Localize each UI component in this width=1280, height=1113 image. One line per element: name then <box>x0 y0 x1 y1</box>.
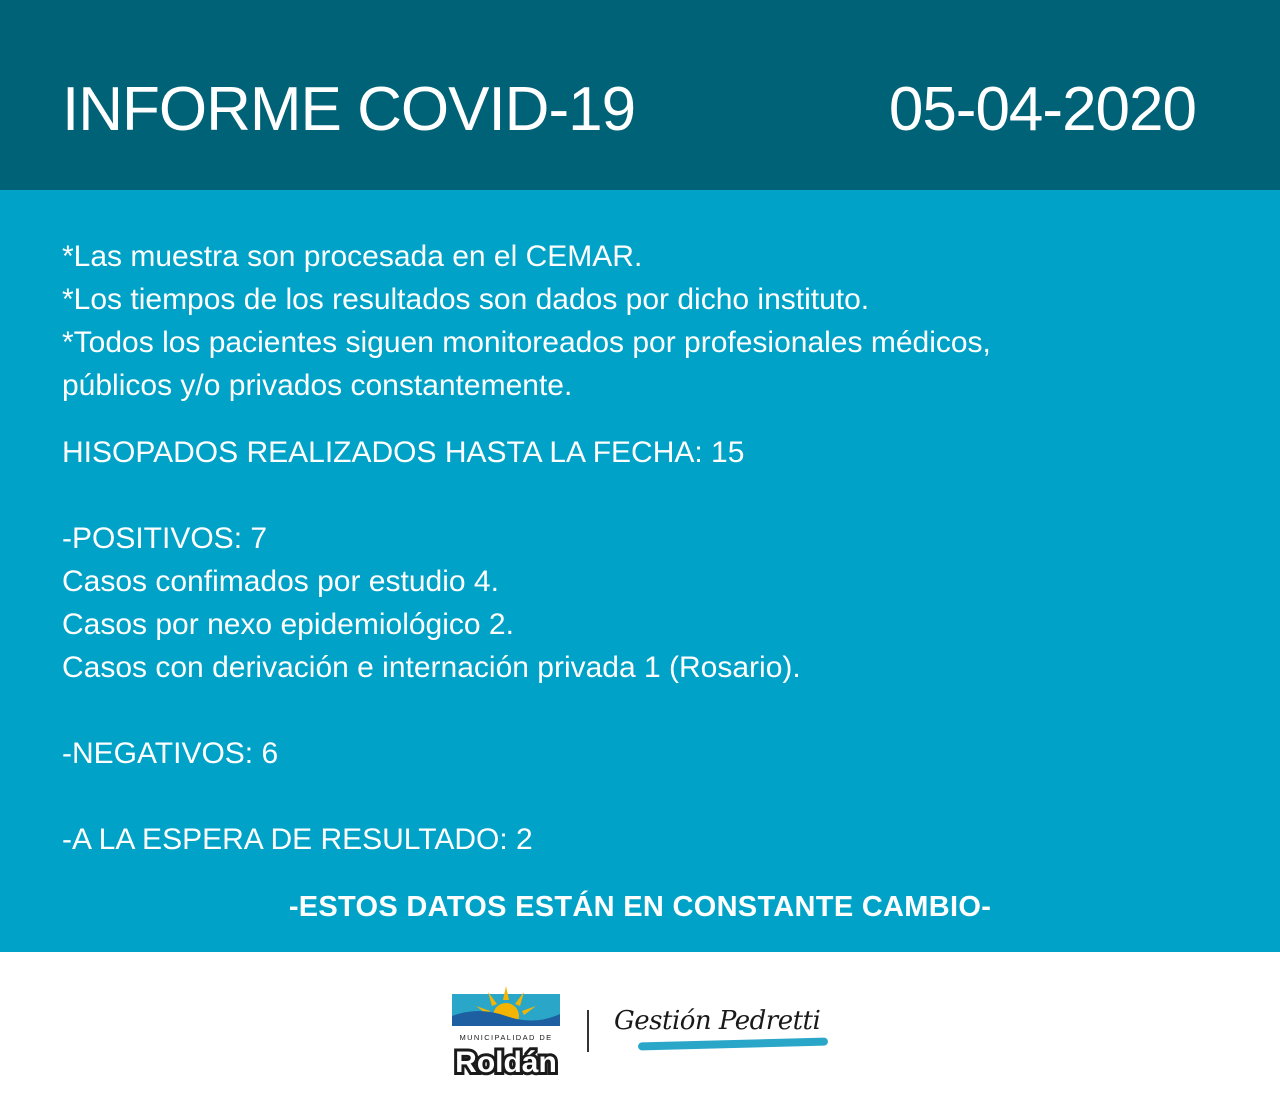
gestion-logo <box>610 1002 830 1062</box>
disclaimer-note: -ESTOS DATOS ESTÁN EN CONSTANTE CAMBIO- <box>288 891 992 923</box>
pending-count: -A LA ESPERA DE RESULTADO: 2 <box>62 823 533 856</box>
gestion-signature: Gestión Pedretti <box>614 1006 821 1036</box>
logo-divider <box>587 1010 589 1052</box>
notes-block <box>62 235 1242 407</box>
header-banner <box>0 0 1280 190</box>
note-line: *Las muestra son procesada en el CEMAR. <box>62 240 643 273</box>
note-line: públicos y/o privados constantemente. <box>62 369 573 402</box>
negatives-count: -NEGATIVOS: 6 <box>62 737 279 770</box>
logo-bar <box>0 952 1280 1113</box>
note-line: *Los tiempos de los resultados son dados por dicho instituto. <box>62 283 870 316</box>
positives-line: Casos por nexo epidemiológico 2. <box>62 608 514 641</box>
brush-stroke-icon <box>638 1038 828 1051</box>
report-body <box>0 190 1280 952</box>
positives-line: Casos confimados por estudio 4. <box>62 565 499 598</box>
report-title: INFORME COVID-19 <box>62 75 636 144</box>
note-line: *Todos los pacientes siguen monitoreados por profesionales médicos, <box>62 326 991 359</box>
roldan-small-text: MUNICIPALIDAD DE <box>459 1033 553 1042</box>
positives-line: Casos con derivación e internación privada 1 (Rosario). <box>62 651 801 684</box>
roldan-name: Roldán <box>455 1046 557 1078</box>
report-date: 05-04-2020 <box>888 75 1196 144</box>
report-content <box>62 235 1242 861</box>
swabs-total: HISOPADOS REALIZADOS HASTA LA FECHA: 15 <box>62 436 745 469</box>
roldan-logo <box>448 982 564 1078</box>
positives-heading: -POSITIVOS: 7 <box>62 522 268 555</box>
